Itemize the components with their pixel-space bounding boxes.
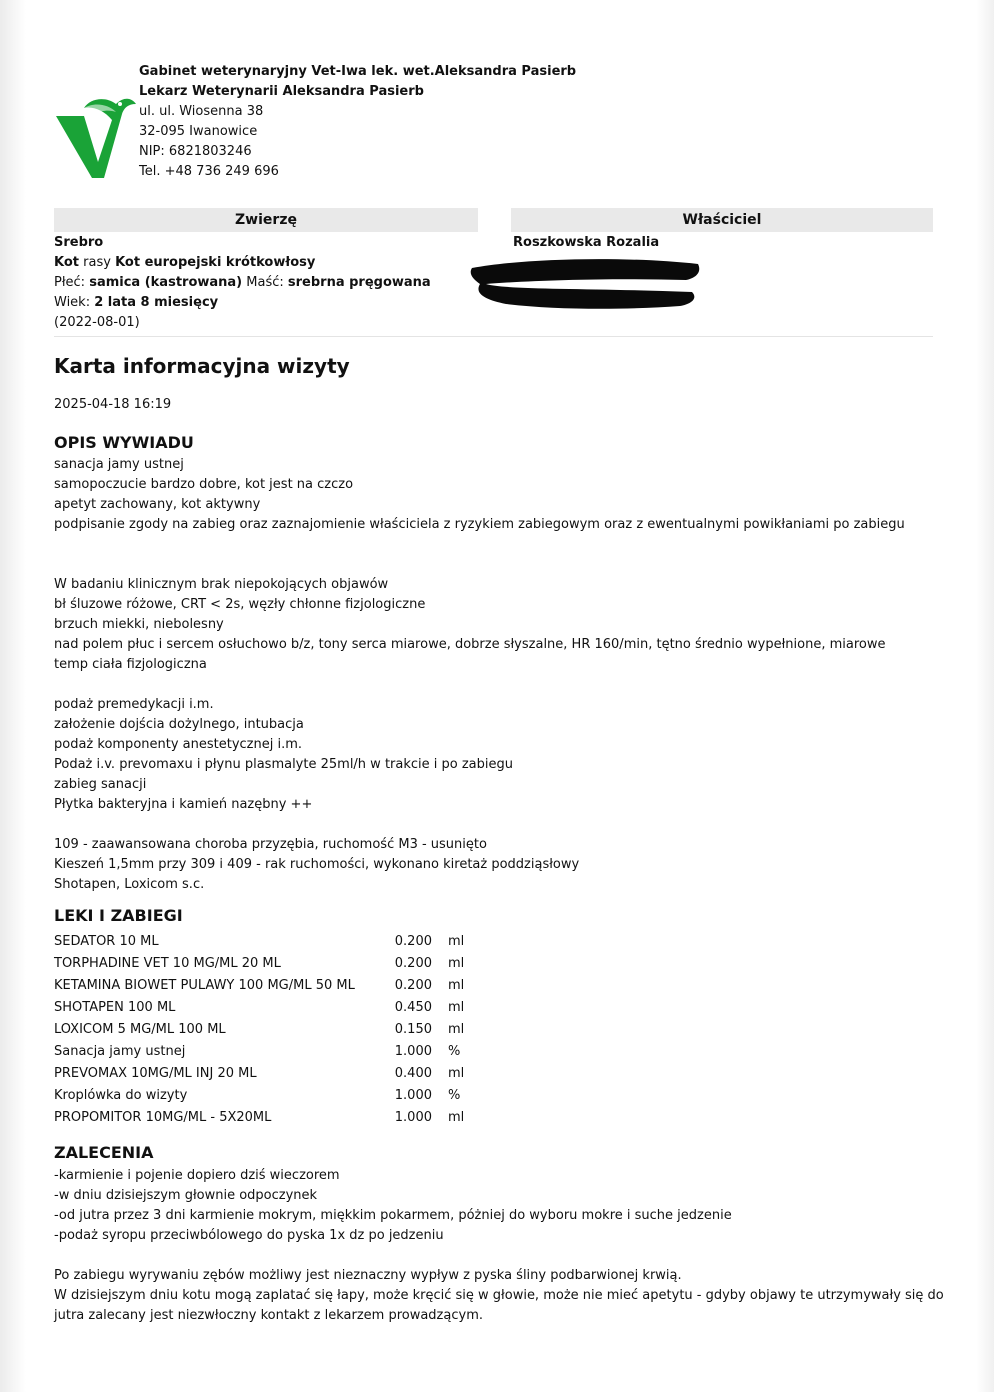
owner-name: Roszkowska Rozalia xyxy=(513,235,660,250)
interview-line: bł śluzowe różowe, CRT < 2s, węzły chłonne fizjologiczne xyxy=(54,597,426,612)
animal-info xyxy=(54,233,431,333)
document-title: Karta informacyjna wizyty xyxy=(54,354,350,378)
clinic-nip: NIP: 6821803246 xyxy=(139,144,252,159)
interview-line: podaż premedykacji i.m. xyxy=(54,697,214,712)
table-row xyxy=(54,1018,488,1040)
med-qty: 0.200 xyxy=(394,977,432,993)
med-unit: ml xyxy=(448,977,465,993)
recommendations-text xyxy=(54,1166,954,1326)
med-name: TORPHADINE VET 10 MG/ML 20 ML xyxy=(54,955,281,971)
animal-heading: Zwierzę xyxy=(54,208,478,232)
medications-heading: LEKI I ZABIEGI xyxy=(54,906,183,925)
recommendation-line: -karmienie i pojenie dopiero dziś wieczorem xyxy=(54,1168,340,1183)
scan-edge-shadow-right xyxy=(976,0,994,1392)
table-row xyxy=(54,974,488,996)
table-row xyxy=(54,930,488,952)
interview-line: sanacja jamy ustnej xyxy=(54,457,184,472)
table-row xyxy=(54,1040,488,1062)
interview-line xyxy=(54,815,954,835)
animal-birth-date: (2022-08-01) xyxy=(54,315,140,330)
med-unit: ml xyxy=(448,933,465,949)
recommendation-line xyxy=(54,1246,954,1266)
animal-sex-label: Płeć: xyxy=(54,275,86,290)
table-row xyxy=(54,1106,488,1128)
interview-line: W badaniu klinicznym brak niepokojących objawów xyxy=(54,577,389,592)
animal-age: 2 lata 8 miesięcy xyxy=(94,295,219,310)
medications-table xyxy=(54,930,488,1128)
med-unit: ml xyxy=(448,1109,465,1125)
med-unit: ml xyxy=(448,1021,465,1037)
med-unit: % xyxy=(448,1087,461,1103)
interview-line: Podaż i.v. prevomaxu i płynu plasmalyte 25ml/h w trakcie i po zabiegu xyxy=(54,757,513,772)
med-name: PROPOMITOR 10MG/ML - 5X20ML xyxy=(54,1109,272,1125)
animal-color-label: Maść: xyxy=(246,275,284,290)
recommendation-line: jutra zalecany jest niezwłoczny kontakt z lekarzem prowadzącym. xyxy=(54,1308,483,1323)
recommendation-line: -od jutra przez 3 dni karmienie mokrym, miękkim pokarmem, póżniej do wyboru mokre i suche jedzenie xyxy=(54,1208,732,1223)
med-name: SEDATOR 10 ML xyxy=(54,933,159,949)
clinic-phone: Tel. +48 736 249 696 xyxy=(139,164,279,179)
recommendation-line: W dzisiejszym dniu kotu mogą zaplatać się łapy, może kręcić się w głowie, może nie mieć apetytu - gdyby objawy te utrzymywały się do xyxy=(54,1288,944,1303)
visit-datetime: 2025-04-18 16:19 xyxy=(54,397,172,412)
animal-breed: Kot europejski krótkowłosy xyxy=(115,255,316,270)
med-qty: 1.000 xyxy=(394,1109,432,1125)
clinic-name: Gabinet weterynaryjny Vet-Iwa lek. wet.Aleksandra Pasierb xyxy=(139,64,577,79)
interview-line: samopoczucie bardzo dobre, kot jest na czczo xyxy=(54,477,354,492)
table-row xyxy=(54,1062,488,1084)
animal-age-line xyxy=(54,293,431,313)
clinic-logo-icon xyxy=(54,92,138,184)
section-divider xyxy=(54,336,933,337)
med-qty: 0.200 xyxy=(394,955,432,971)
animal-breed-label: rasy xyxy=(83,255,111,270)
redaction-scribble xyxy=(466,254,706,312)
interview-text xyxy=(54,455,954,895)
med-qty: 0.150 xyxy=(394,1021,432,1037)
interview-line xyxy=(54,555,954,575)
interview-line xyxy=(54,535,954,555)
interview-line xyxy=(54,675,954,695)
med-name: Sanacja jamy ustnej xyxy=(54,1043,186,1059)
clinic-street: ul. ul. Wiosenna 38 xyxy=(139,104,264,119)
table-row xyxy=(54,1084,488,1106)
med-qty: 0.400 xyxy=(394,1065,432,1081)
interview-line: apetyt zachowany, kot aktywny xyxy=(54,497,261,512)
med-name: LOXICOM 5 MG/ML 100 ML xyxy=(54,1021,226,1037)
med-name: Kroplówka do wizyty xyxy=(54,1087,188,1103)
interview-line: założenie dojścia dożylnego, intubacja xyxy=(54,717,304,732)
animal-sex: samica (kastrowana) xyxy=(89,275,243,290)
med-unit: ml xyxy=(448,955,465,971)
med-name: SHOTAPEN 100 ML xyxy=(54,999,176,1015)
interview-line: brzuch miekki, niebolesny xyxy=(54,617,224,632)
interview-line: Płytka bakteryjna i kamień nazębny ++ xyxy=(54,797,313,812)
animal-species-line xyxy=(54,253,431,273)
interview-line: temp ciała fizjologiczna xyxy=(54,657,207,672)
table-row xyxy=(54,952,488,974)
med-qty: 0.200 xyxy=(394,933,432,949)
med-qty: 1.000 xyxy=(394,1087,432,1103)
recommendation-line: -w dniu dzisiejszym głownie odpoczynek xyxy=(54,1188,318,1203)
clinic-info xyxy=(139,62,576,182)
owner-heading: Właściciel xyxy=(511,208,933,232)
clinic-doctor: Lekarz Weterynarii Aleksandra Pasierb xyxy=(139,84,424,99)
clinic-city: 32-095 Iwanowice xyxy=(139,124,258,139)
animal-species: Kot xyxy=(54,255,79,270)
animal-color: srebrna pręgowana xyxy=(287,275,431,290)
scan-edge-shadow-left xyxy=(0,0,26,1392)
animal-age-label: Wiek: xyxy=(54,295,91,310)
interview-line: podpisanie zgody na zabieg oraz zaznajomienie właściciela z ryzykiem zabiegowym oraz z ewentualnymi powikłaniami po zabiegu xyxy=(54,517,905,532)
interview-line: Kieszeń 1,5mm przy 309 i 409 - rak ruchomości, wykonano kiretaż poddziąsłowy xyxy=(54,857,580,872)
owner-info xyxy=(513,233,659,253)
interview-heading: OPIS WYWIADU xyxy=(54,433,194,452)
recommendation-line: Po zabiegu wyrywaniu zębów możliwy jest nieznaczny wypływ z pyska śliny podbarwionej krwią. xyxy=(54,1268,682,1283)
interview-line: podaż komponenty anestetycznej i.m. xyxy=(54,737,303,752)
med-qty: 1.000 xyxy=(394,1043,432,1059)
recommendations-heading: ZALECENIA xyxy=(54,1143,154,1162)
med-unit: ml xyxy=(448,999,465,1015)
interview-line: nad polem płuc i sercem osłuchowo b/z, tony serca miarowe, dobrze słyszalne, HR 160/min, tętno średnio wypełnione, miarowe xyxy=(54,637,886,652)
med-name: PREVOMAX 10MG/ML INJ 20 ML xyxy=(54,1065,257,1081)
med-name: KETAMINA BIOWET PULAWY 100 MG/ML 50 ML xyxy=(54,977,355,993)
interview-line: Shotapen, Loxicom s.c. xyxy=(54,877,205,892)
interview-line: zabieg sanacji xyxy=(54,777,147,792)
animal-sex-line xyxy=(54,273,431,293)
med-qty: 0.450 xyxy=(394,999,432,1015)
animal-name: Srebro xyxy=(54,235,104,250)
recommendation-line: -podaż syropu przeciwbólowego do pyska 1x dz po jedzeniu xyxy=(54,1228,444,1243)
table-row xyxy=(54,996,488,1018)
med-unit: ml xyxy=(448,1065,465,1081)
med-unit: % xyxy=(448,1043,461,1059)
interview-line: 109 - zaawansowana choroba przyzębia, ruchomość M3 - usunięto xyxy=(54,837,487,852)
